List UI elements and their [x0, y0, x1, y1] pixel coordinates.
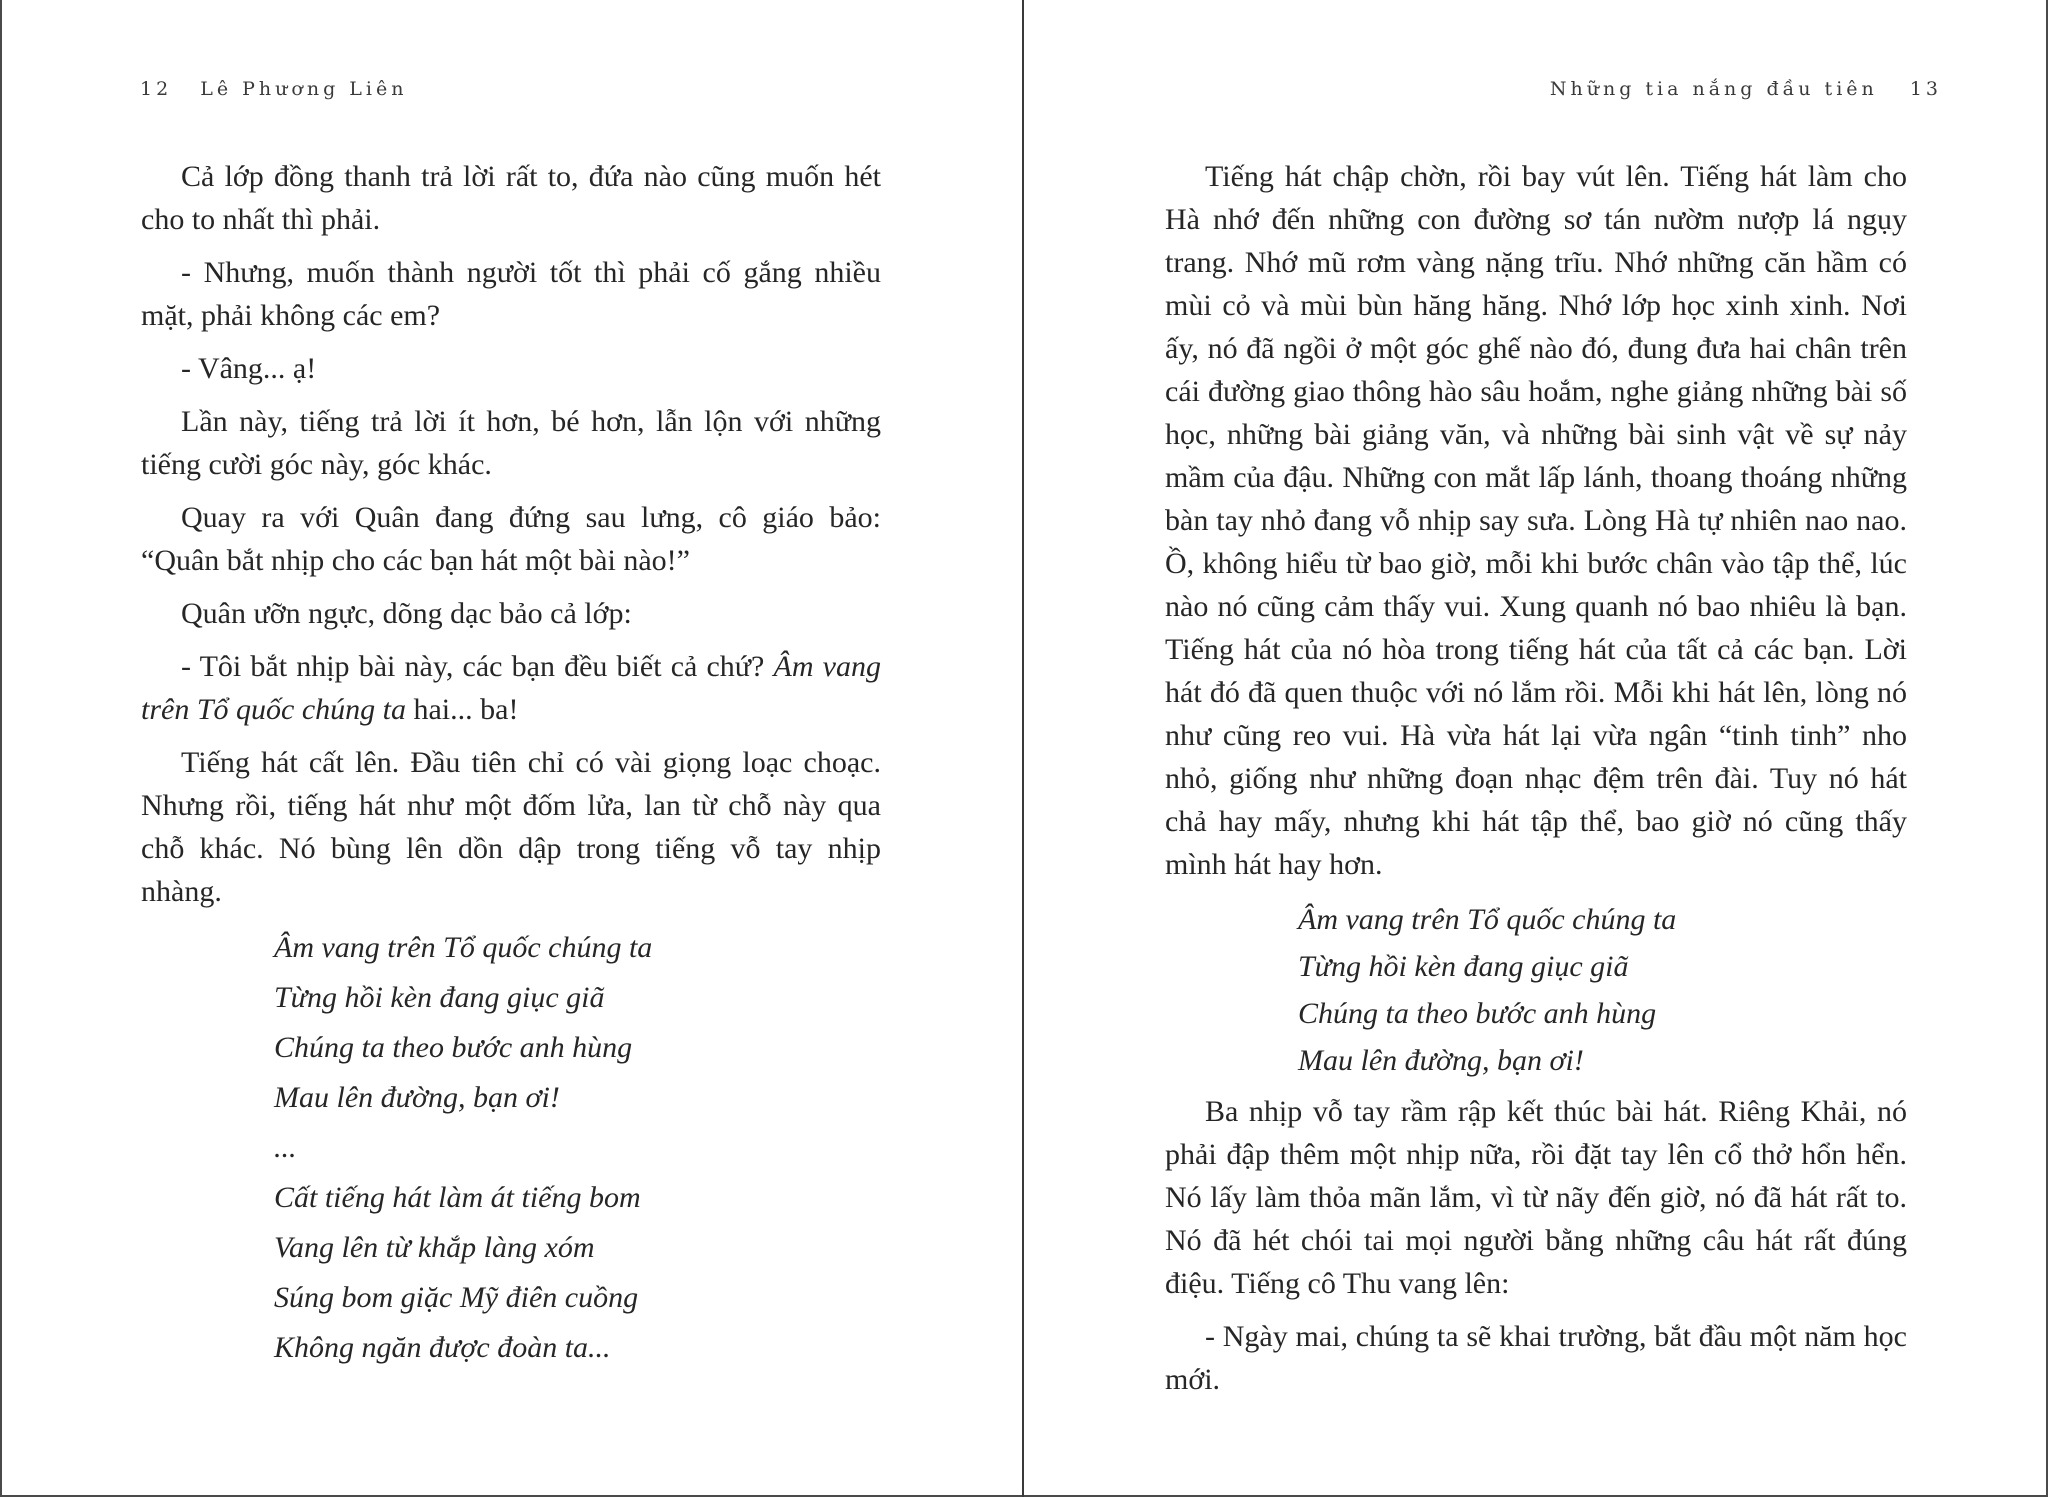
paragraph: - Vâng... ạ! [181, 352, 317, 385]
paragraph: Quân ưỡn ngực, dõng dạc bảo cả lớp: [181, 597, 632, 630]
verse-line: Mau lên đường, bạn ơi! [1298, 1044, 1584, 1077]
right-page [1024, 0, 2048, 1497]
verse-line: Cất tiếng hát làm át tiếng bom [274, 1181, 641, 1214]
verse-line: Âm vang trên Tổ quốc chúng ta [1298, 903, 1677, 936]
verse-line: Súng bom giặc Mỹ điên cuồng [274, 1281, 639, 1314]
paragraph: Cả lớp đồng thanh trả lời rất to, đứa nào cũng muốn hét cho to nhất thì phải. [141, 160, 881, 236]
paragraph: - Nhưng, muốn thành người tốt thì phải cố gắng nhiều mặt, phải không các em? [141, 256, 881, 332]
left-running-head [140, 78, 407, 100]
verse-ellipsis: ... [274, 1131, 297, 1164]
paragraph-text: hai... ba! [405, 693, 519, 726]
left-running-head-author: Lê Phương Liên [200, 78, 408, 100]
verse-line: Vang lên từ khắp làng xóm [274, 1231, 595, 1264]
paragraph-text: - Tôi bắt nhịp bài này, các bạn đều biết cả chứ? [181, 650, 774, 683]
paragraph: - Ngày mai, chúng ta sẽ khai trường, bắt đầu một năm học mới. [1165, 1320, 1907, 1396]
verse-line: Từng hồi kèn đang giục giã [274, 981, 605, 1014]
song-verse [1298, 896, 1907, 1084]
right-page-number: 13 [1909, 78, 1942, 100]
paragraph-with-song-title [141, 645, 881, 731]
verse-line: Chúng ta theo bước anh hùng [274, 1031, 633, 1064]
left-page [0, 0, 1022, 1497]
paragraph: Quay ra với Quân đang đứng sau lưng, cô giáo bảo: “Quân bắt nhịp cho các bạn hát một bài nào!” [141, 501, 881, 577]
right-running-head-title: Những tia nắng đầu tiên [1549, 78, 1878, 100]
verse-line: Không ngăn được đoàn ta... [274, 1331, 611, 1364]
verse-line: Âm vang trên Tổ quốc chúng ta [274, 931, 653, 964]
verse-line: Chúng ta theo bước anh hùng [1298, 997, 1657, 1030]
song-verse [274, 923, 881, 1373]
verse-line: Từng hồi kèn đang giục giã [1298, 950, 1629, 983]
paragraph: Lần này, tiếng trả lời ít hơn, bé hơn, lẫn lộn với những tiếng cười góc này, góc khác. [141, 405, 881, 481]
right-running-head [1550, 78, 1942, 100]
song-title-italic: Âm vang trên Tổ quốc chúng ta [141, 650, 881, 726]
paragraph: Ba nhịp vỗ tay rầm rập kết thúc bài hát. Riêng Khải, nó phải đập thêm một nhịp nữa, rồi đặt tay lên cổ thở hổn hển. Nó lấy làm thỏa mãn lắm, vì từ nãy đến giờ, nó đã hát rất to. Nó đã hét chói tai mọi người bằng những câu hát rất đúng điệu. Tiếng cô Thu vang lên: [1165, 1095, 1907, 1300]
right-text-block [1165, 155, 1907, 1411]
paragraph: Tiếng hát cất lên. Đầu tiên chỉ có vài giọng loạc choạc. Nhưng rồi, tiếng hát như một đốm lửa, lan từ chỗ này qua chỗ khác. Nó bùng lên dồn dập trong tiếng vỗ tay nhịp nhàng. [141, 746, 881, 908]
left-page-number: 12 [140, 78, 173, 100]
left-text-block [141, 155, 881, 1383]
verse-line: Mau lên đường, bạn ơi! [274, 1081, 560, 1114]
paragraph: Tiếng hát chập chờn, rồi bay vút lên. Tiếng hát làm cho Hà nhớ đến những con đường sơ tán nườm nượp lá ngụy trang. Nhớ mũ rơm vàng nặng trĩu. Nhớ những căn hầm có mùi cỏ và mùi bùn hăng hăng. Nhớ lớp học xinh xinh. Nơi ấy, nó đã ngồi ở một góc ghế nào đó, đung đưa hai chân trên cái đường giao thông hào sâu hoắm, nghe giảng những bài số học, những bài giảng văn, và những bài sinh vật về sự nảy mầm của đậu. Những con mắt lấp lánh, thoang thoáng những bàn tay nhỏ đang vỗ nhịp say sưa. Lòng Hà tự nhiên nao nao. Ồ, không hiểu từ bao giờ, mỗi khi bước chân vào tập thể, lúc nào nó cũng cảm thấy vui. Xung quanh nó bao nhiêu là bạn. Tiếng hát của nó hòa trong tiếng hát của tất cả các bạn. Lời hát đó đã quen thuộc với nó lắm rồi. Mỗi khi hát lên, lòng nó như cũng reo vui. Hà vừa hát lại vừa ngân “tinh tinh” nho nhỏ, giống như những đoạn nhạc đệm trên đài. Tuy nó hát chả hay mấy, nhưng khi hát tập thể, bao giờ nó cũng thấy mình hát hay hơn. [1165, 160, 1907, 881]
